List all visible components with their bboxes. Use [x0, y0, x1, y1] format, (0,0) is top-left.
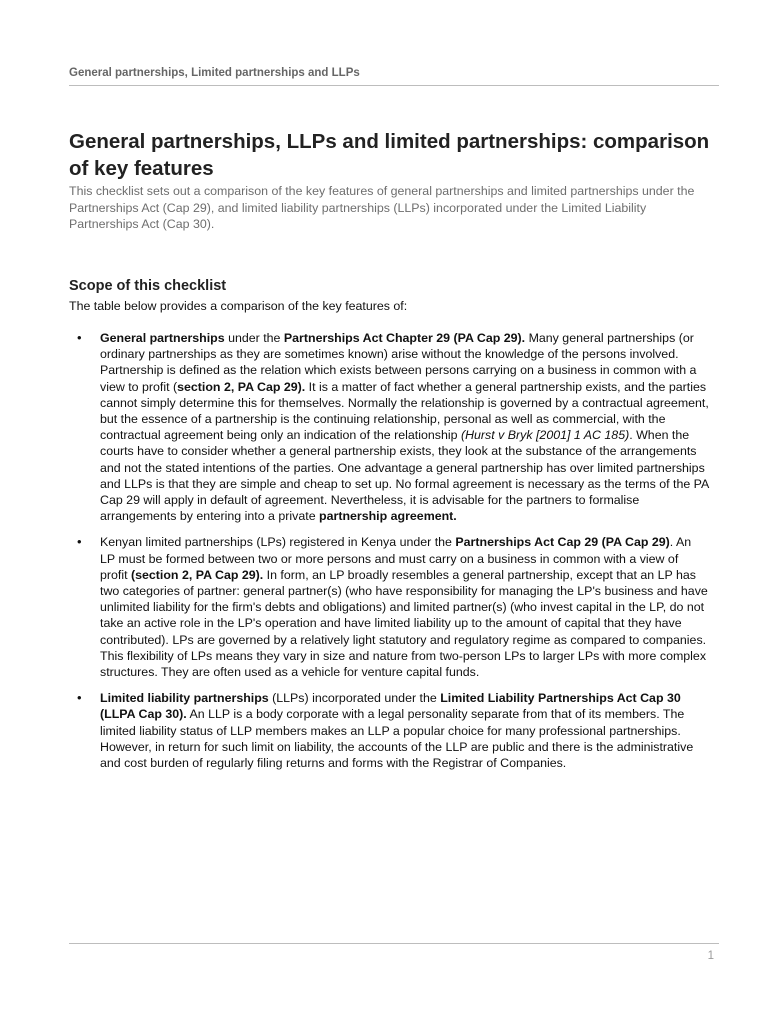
- text-run: partnership agreement.: [319, 509, 457, 524]
- list-item-limited-partnerships: [69, 534, 709, 680]
- section-heading: Scope of this checklist: [69, 278, 227, 294]
- text-run: Kenyan limited partnerships (LPs) registered in Kenya under the: [100, 535, 456, 550]
- text-run: (section 2, PA Cap 29).: [131, 567, 264, 582]
- text-run: . An LP must be formed between two or more persons and must carry on a business in common with a view of profit: [100, 535, 692, 582]
- list-item-llps: [69, 690, 709, 771]
- text-run: It is a matter of fact whether a general partnership exists, and the parties cannot simply determine this for themselves. Normally the relationship is governed by a contractual agreement, but the essence of a partnership is the continuing relationship, personal as well as commercial, with the contractual agreement being only an indication of the relationship: [100, 379, 709, 443]
- intro-paragraph: This checklist sets out a comparison of the key features of general partnerships and limited partnerships under the Partnerships Act (Cap 29), and limited liability partnerships (LLPs) incorporated under the Limited Liability Partnerships Act (Cap 30).: [69, 184, 695, 231]
- text-run: Limited Liability Partnerships Act Cap 30 (LLPA Cap 30).: [100, 691, 681, 722]
- text-run: section 2, PA Cap 29).: [177, 379, 306, 394]
- text-run: General partnerships: [100, 331, 225, 345]
- document-title: General partnerships, LLPs and limited partnerships: comparison of key features: [69, 130, 710, 180]
- text-run: . When the courts have to consider whether a general partnership exists, they look at the substance of the arrangements and not the stated intentions of the parties. One advantage a general partnership has over limited partnerships and LLPs is that they are simple and cheap to set up. No formal agreement is necessary as the terms of the PA Cap 29 will apply in default of agreement. Nevertheless, it is advisable for the partners to formalise arrangements by entering into a private: [100, 428, 709, 524]
- list-item-general-partnerships: [69, 330, 709, 524]
- feature-list: [69, 330, 709, 781]
- text-run: Partnerships Act Cap 29 (PA Cap 29): [455, 535, 670, 550]
- section-lead: The table below provides a comparison of the key features of:: [69, 299, 408, 313]
- text-run: (LLPs) incorporated under the: [268, 691, 441, 706]
- running-header: General partnerships, Limited partnerships and LLPs: [69, 67, 719, 86]
- text-run: (Hurst v Bryk [2001] 1 AC 185): [460, 428, 630, 443]
- text-run: Many general partnerships (or ordinary partnerships as they are sometimes known) arise without the knowledge of the persons involved. Partnership is defined as the relation which exists between persons carrying on a business in common with a view to profit (: [100, 331, 697, 394]
- text-run: under the: [224, 331, 284, 345]
- text-run: An LLP is a body corporate with a legal personality separate from that of its members. The limited liability status of LLP members makes an LLP a popular choice for many professional partnerships. However, in return for such limit on liability, the accounts of the LLP are public and there is the administrative and cost burden of regularly filing returns and forms with the Registrar of Companies.: [100, 707, 694, 771]
- text-run: Partnerships Act Chapter 29 (PA Cap 29).: [283, 331, 526, 345]
- page-number: 1: [707, 950, 714, 962]
- footer-divider: [69, 943, 719, 944]
- text-run: Limited liability partnerships: [100, 691, 269, 706]
- text-run: In form, an LP broadly resembles a general partnership, except that an LP has two categories of partner: general partner(s) (who have responsibility for managing the LP's business and have unlimited liability for the firm's debts and obligations) and limited partner(s) (who invest capital in the LP, do not take an active role in the LP's operation and have limited liability up to the amount of capital that they have contributed). LPs are governed by a relatively light statutory and regulatory regime as compared to companies. This flexibility of LPs means they vary in size and nature from two-person LPs to larger LPs with more complex structures. They are often used as a vehicle for venture capital funds.: [100, 567, 708, 680]
